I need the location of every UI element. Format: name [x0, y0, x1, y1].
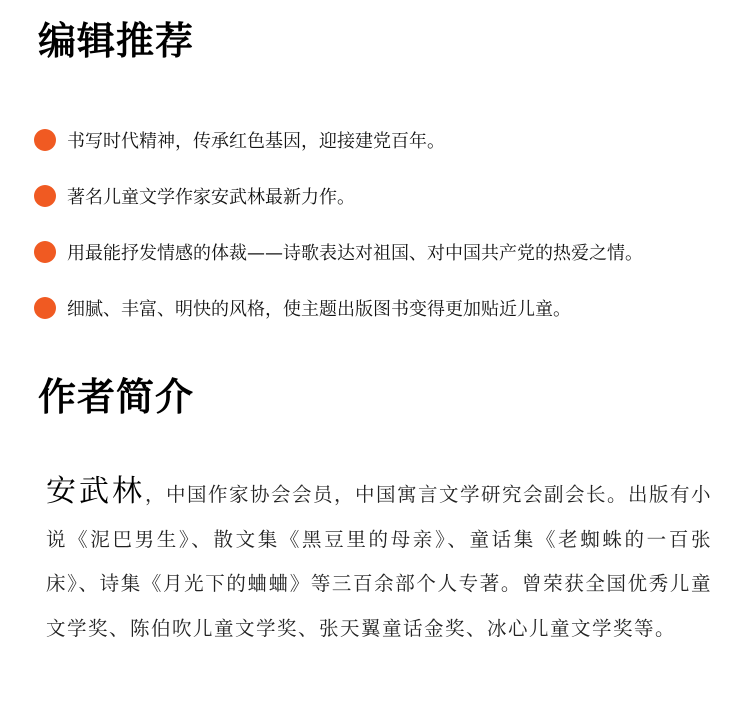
list-item-text: 著名儿童文学作家安武林最新力作。 — [67, 187, 355, 208]
author-bio — [46, 470, 712, 651]
list-item — [34, 224, 746, 280]
list-item-text: 细腻、丰富、明快的风格，使主题出版图书变得更加贴近儿童。 — [67, 299, 571, 320]
bullet-dot-icon — [34, 185, 56, 207]
list-item-text: 用最能抒发情感的体裁——诗歌表达对祖国、对中国共产党的热爱之情。 — [67, 243, 643, 264]
author-bio-text: ，中国作家协会会员，中国寓言文学研究会副会长。出版有小说《泥巴男生》、散文集《黑豆里的母亲》、童话集《老蜘蛛的一百张床》、诗集《月光下的蛐蛐》等三百余部个人专著。曾荣获全国优秀儿童文学奖、陈伯吹儿童文学奖、张天翼童话金奖、冰心儿童文学奖等。 — [46, 483, 713, 640]
author-name: 安武林 — [46, 474, 145, 509]
list-item — [34, 168, 746, 224]
bullet-dot-icon — [34, 297, 56, 319]
editor-recommendation-title: 编辑推荐 — [38, 19, 195, 63]
recommendation-list — [34, 112, 746, 336]
bullet-dot-icon — [34, 241, 56, 263]
list-item-text: 书写时代精神，传承红色基因，迎接建党百年。 — [67, 131, 445, 152]
list-item — [34, 280, 746, 336]
author-intro-title: 作者简介 — [38, 375, 195, 419]
bullet-dot-icon — [34, 129, 56, 151]
list-item — [34, 112, 746, 168]
